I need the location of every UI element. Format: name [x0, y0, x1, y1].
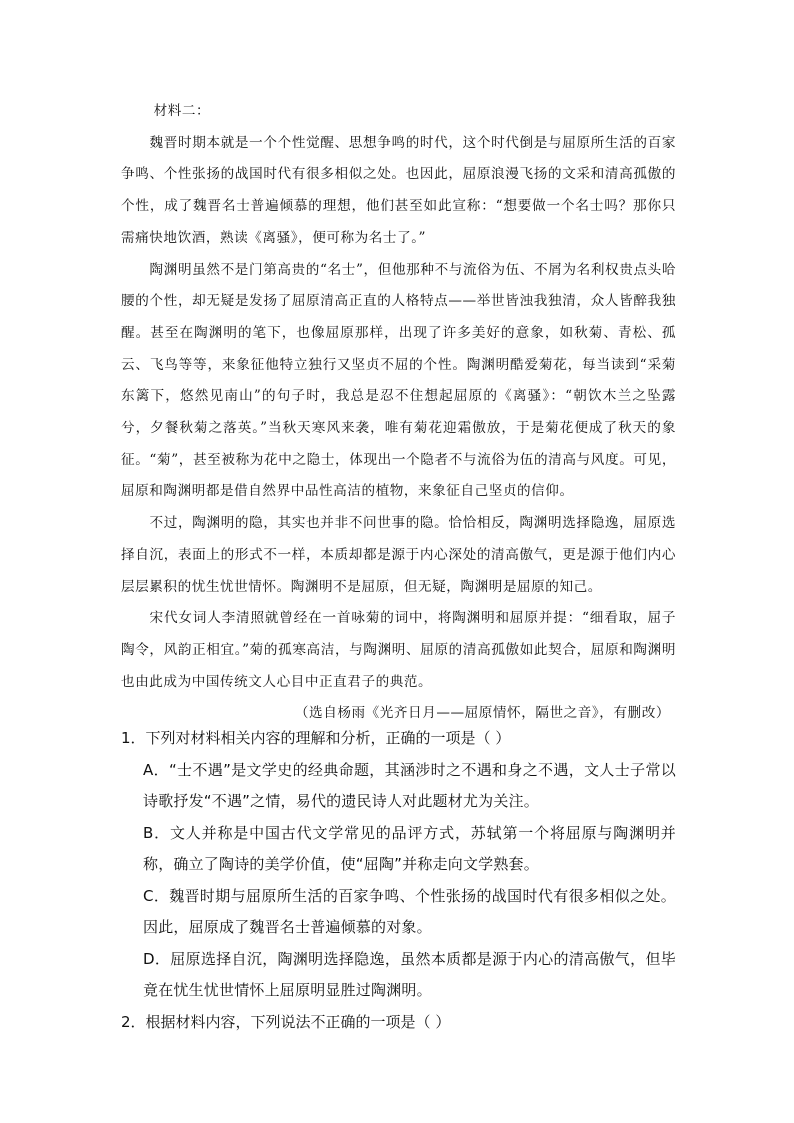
passage-source: （选自杨雨《光齐日月——屈原情怀，隔世之音》，有删改） [294, 705, 670, 722]
question-1-option-c: C．魏晋时期与屈原所生活的百家争鸣、个性张扬的战国时代有很多相似之处。因此，屈原成了魏晋名士普遍倾慕的对象。 [143, 886, 676, 936]
passage-paragraph-2: 陶渊明虽然不是门第高贵的“名士”，但他那种不与流俗为伍、不屑为名利权贵点头哈腰的个性，却无疑是发扬了屈原清高正直的人格特点——举世皆浊我独清，众人皆醉我独醒。甚至在陶渊明的笔下，也像屈原那样，出现了许多美好的意象，如秋菊、青松、孤云、飞鸟等等，来象征他特立独行又坚贞不屈的个性。陶渊明酷爱菊花，每当读到“采菊东篱下，悠然见南山”的句子时，我总是忍不住想起屈原的《离骚》：“朝饮木兰之坠露兮，夕餐秋菊之落英。”当秋天寒风来袭，唯有菊花迎霜傲放，于是菊花便成了秋天的象征。“菊”，甚至被称为花中之隐士，体现出一个隐者不与流俗为伍的清高与风度。可见，屈原和陶渊明都是借自然界中品性高洁的植物，来象征自己坚贞的信仰。 [121, 261, 676, 500]
question-2-stem: 2．根据材料内容，下列说法不正确的一项是（ ） [121, 1012, 451, 1031]
passage-paragraph-4: 宋代女词人李清照就曾经在一首咏菊的词中，将陶渊明和屈原并提：“细看取，屈子陶令，风韵正相宜。”菊的孤寒高洁，与陶渊明、屈原的清高孤傲如此契合，屈原和陶渊明也由此成为中国传统文人心目中正直君子的典范。 [121, 610, 676, 690]
reading-passage [121, 96, 676, 730]
material-heading: 材料二： [153, 103, 211, 119]
question-list [121, 723, 676, 1038]
question-2 [121, 1007, 676, 1039]
passage-paragraph-1: 魏晋时期本就是一个个性觉醒、思想争鸣的时代，这个时代倒是与屈原所生活的百家争鸣、个性张扬的战国时代有很多相似之处。也因此，屈原浪漫飞扬的文采和清高孤傲的个性，成了魏晋名士普遍倾慕的理想，他们甚至如此宣称：“想要做一个名士吗？那你只需痛快地饮酒，熟读《离骚》，便可称为名士了。” [121, 134, 676, 246]
question-1-stem: 1．下列对材料相关内容的理解和分析，正确的一项是（ ） [121, 729, 511, 747]
question-1 [121, 723, 676, 1007]
passage-paragraph-3: 不过，陶渊明的隐，其实也并非不问世事的隐。恰恰相反，陶渊明选择隐逸，屈原选择自沉，表面上的形式不一样，本质却都是源于内心深处的清高傲气，更是源于他们内心层层累积的忧生忧世情怀。陶渊明不是屈原，但无疑，陶渊明是屈原的知己。 [121, 515, 676, 595]
question-1-option-d: D．屈原选择自沉，陶渊明选择隐逸，虽然本质都是源于内心的清高傲气，但毕竟在忧生忧世情怀上屈原明显胜过陶渊明。 [143, 949, 676, 999]
question-1-option-b: B．文人并称是中国古代文学常见的品评方式，苏轼第一个将屈原与陶渊明并称，确立了陶诗的美学价值，使“屈陶”并称走向文学熟套。 [143, 823, 676, 873]
question-1-option-a: A．“士不遇”是文学史的经典命题，其涵涉时之不遇和身之不遇，文人士子常以诗歌抒发“不遇”之情，易代的遗民诗人对此题材尤为关注。 [143, 760, 676, 810]
